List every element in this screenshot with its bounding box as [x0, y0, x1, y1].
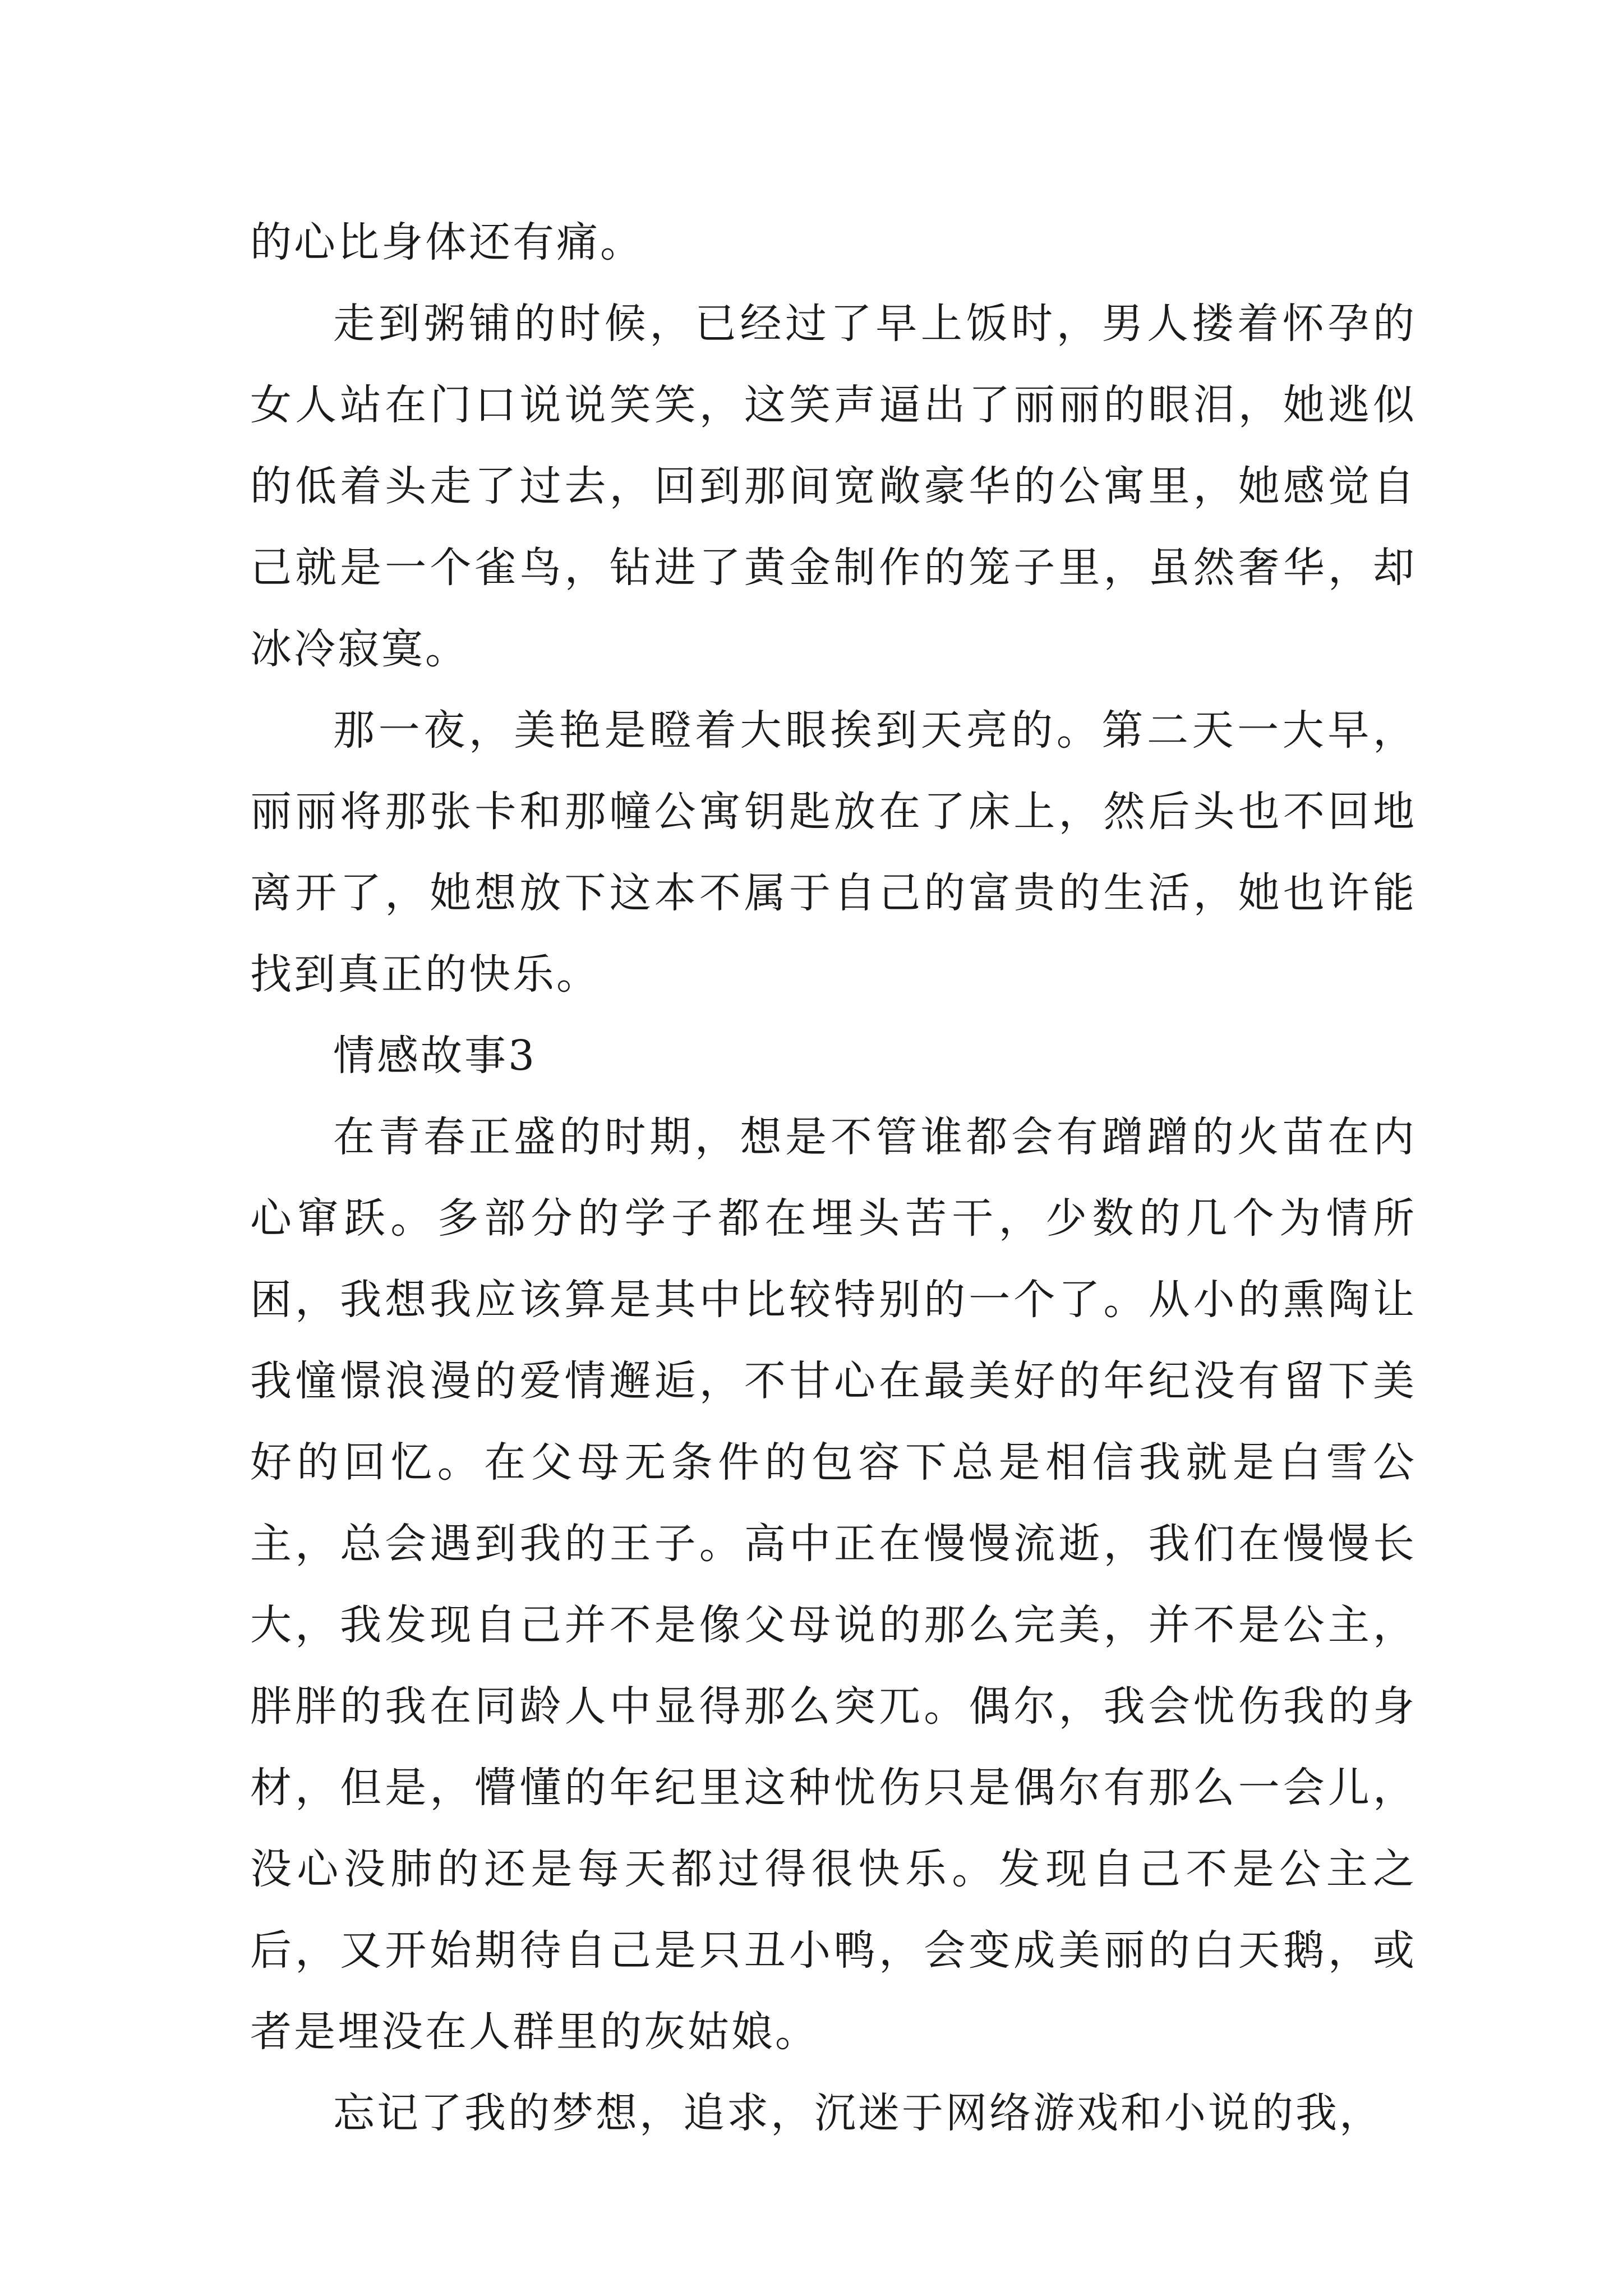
- paragraph-forgot-dream: 忘记了我的梦想，追求，沉迷于网络游戏和小说的我，: [333, 2089, 1383, 2137]
- paragraph-porridge-shop: 走到粥铺的时候，已经过了早上饭时，男人搂着怀孕的女人站在门口说说笑笑，这笑声逼出了丽丽的眼泪，她逃似的低着头走了过去，回到那间宽敞豪华的公寓里，她感觉自己就是一个雀鸟，钻进了黄金制作的笼子里，虽然奢华，却冰冷寂寞。: [250, 300, 1417, 673]
- document-page: [250, 202, 1417, 2154]
- paragraph-that-night: 那一夜，美艳是瞪着大眼挨到天亮的。第二天一大早，丽丽将那张卡和那幢公寓钥匙放在了床上，然后头也不回地离开了，她想放下这本不属于自己的富贵的生活，她也许能找到真正的快乐。: [250, 706, 1417, 999]
- paragraph-continuation: 的心比身体还有痛。: [250, 218, 644, 266]
- paragraph-youth: 在青春正盛的时期，想是不管谁都会有蹭蹭的火苗在内心窜跃。多部分的学子都在埋头苦干，少数的几个为情所困，我想我应该算是其中比较特别的一个了。从小的熏陶让我憧憬浪漫的爱情邂逅，不甘心在最美好的年纪没有留下美好的回忆。在父母无条件的包容下总是相信我就是白雪公主，总会遇到我的王子。高中正在慢慢流逝，我们在慢慢长大，我发现自己并不是像父母说的那么完美，并不是公主，胖胖的我在同龄人中显得那么突兀。偶尔，我会忧伤我的身材，但是，懵懂的年纪里这种忧伤只是偶尔有那么一会儿，没心没肺的还是每天都过得很快乐。发现自己不是公主之后，又开始期待自己是只丑小鸭，会变成美丽的白天鹅，或者是埋没在人群里的灰姑娘。: [250, 1113, 1417, 2056]
- section-heading: 情感故事3: [333, 1032, 537, 1080]
